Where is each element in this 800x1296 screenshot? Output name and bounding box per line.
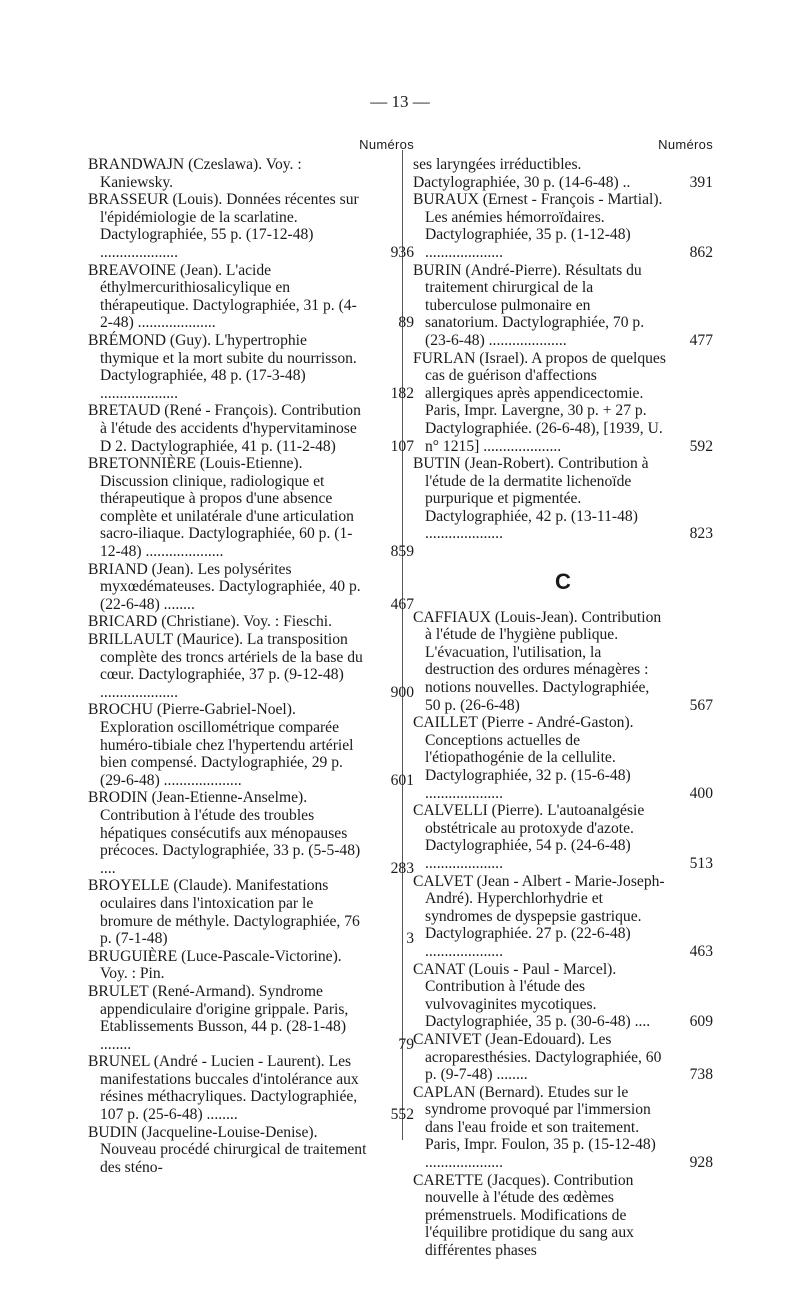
entry-text: BRIAND (Jean). Les polysérites myxœdémateuses. Dactylographiée, 40 p. (22-6-48) ........ xyxy=(88,560,361,613)
entry-number: 400 xyxy=(689,784,713,802)
index-entry xyxy=(88,1124,414,1177)
entry-number: 467 xyxy=(390,595,414,613)
left-column xyxy=(88,134,414,1176)
continued-entry-ref: 391 xyxy=(689,173,713,191)
entry-number: 79 xyxy=(398,1035,414,1053)
entry-number: 823 xyxy=(689,525,713,543)
right-column xyxy=(413,134,713,1260)
index-entry xyxy=(413,609,713,715)
left-entries-list xyxy=(88,156,414,1176)
entry-text: BROCHU (Pierre-Gabriel-Noel). Exploration oscillométrique comparée huméro-tibiale chez l'hypertendu artériel bien compensé. Dactylographiée, 29 p. (29-6-48) .................... xyxy=(88,701,354,789)
index-entry xyxy=(413,1031,713,1084)
entry-number: 936 xyxy=(390,243,414,261)
index-entry xyxy=(88,631,414,701)
entry-number: 900 xyxy=(390,683,414,701)
entry-text: FURLAN (Israel). A propos de quelques cas de guérison d'affections allergiques après appendicectomie. Paris, Impr. Lavergne, 30 p. + 27 p. Dactylographiée. (26-6-48), [1939, U. n° 1215] .................... xyxy=(413,349,666,455)
entry-text: BURAUX (Ernest - François - Martial). Les anémies hémorroïdaires. Dactylographiée, 35 p. (1-12-48) .................... xyxy=(413,191,663,261)
c-entries-list xyxy=(413,609,713,1260)
entry-number: 513 xyxy=(689,854,713,872)
entry-text: BUDIN (Jacqueline-Louise-Denise). Nouveau procédé chirurgical de traitement des sténo- xyxy=(88,1123,367,1176)
section-letter: C xyxy=(555,569,571,595)
entry-text: BRODIN (Jean-Etienne-Anselme). Contribution à l'étude des troubles hépatiques consécutifs aux ménopauses précoces. Dactylographiée, 33 p. (5-5-48) .... xyxy=(88,789,361,877)
entry-text: BREAVOINE (Jean). L'acide éthylmercurithiosalicylique en thérapeutique. Dactylographiée, 31 p. (4-2-48) .................... xyxy=(88,261,357,332)
index-entry xyxy=(413,961,713,1031)
index-entry xyxy=(88,561,414,614)
entry-text: BRUNEL (André - Lucien - Laurent). Les manifestations buccales d'intolérance aux résines méthacryliques. Dactylographiée, 107 p. (25-6-48) ........ xyxy=(88,1053,359,1124)
index-entry xyxy=(88,332,414,402)
entry-text: CANAT (Louis - Paul - Marcel). Contribution à l'étude des vulvovaginites mycotiques. Dactylographiée, 35 p. (30-6-48) .... xyxy=(413,960,651,1031)
entry-text: BRÉMOND (Guy). L'hypertrophie thymique et la mort subite du nourrisson. Dactylographiée, 48 p. (17-3-48) .................... xyxy=(88,331,357,402)
entry-text: CAFFIAUX (Louis-Jean). Contribution à l'étude de l'hygiène publique. L'évacuation, l'utilisation, la destruction des ordures ménagères : notions nouvelles. Dactylographiée, 50 p. (26-6-48) xyxy=(413,608,662,714)
index-entry xyxy=(413,1084,713,1172)
entry-text: BRETONNIÈRE (Louis-Etienne). Discussion clinique, radiologique et thérapeutique à propos d'une absence complète et unilatérale d'une articulation sacro-iliaque. Dactylographiée, 60 p. (1-12-48) .................... xyxy=(88,455,354,561)
entry-text: CARETTE (Jacques). Contribution nouvelle à l'étude des œdèmes prémenstruels. Modifications de l'équilibre protidique du sang aux différentes phases xyxy=(413,1171,634,1260)
entry-number: 182 xyxy=(390,384,414,402)
entry-text: BURIN (André-Pierre). Résultats du traitement chirurgical de la tuberculose pulmonaire en sanatorium. Dactylographiée, 70 p. (23-6-48) .................... xyxy=(413,261,645,349)
continued-entry xyxy=(413,156,713,191)
index-entry xyxy=(413,873,713,961)
index-entry xyxy=(88,262,414,332)
entry-number: 89 xyxy=(398,314,414,332)
entry-text: BRICARD (Christiane). Voy. : Fieschi. xyxy=(88,613,333,631)
right-entries-list xyxy=(413,191,713,543)
entry-number: 3 xyxy=(406,930,414,948)
index-entry xyxy=(88,402,414,455)
entry-number: 552 xyxy=(390,1106,414,1124)
entry-text: CALVELLI (Pierre). L'autoanalgésie obstétricale au protoxyde d'azote. Dactylographiée, 54 p. (24-6-48) .................... xyxy=(413,802,645,872)
entry-number: 928 xyxy=(689,1154,713,1172)
index-entry xyxy=(413,350,713,456)
entry-number: 283 xyxy=(390,859,414,877)
left-column-header: Numéros xyxy=(359,137,414,152)
index-entry xyxy=(88,789,414,877)
index-entry xyxy=(88,156,414,191)
index-entry xyxy=(88,613,414,631)
entry-number: 477 xyxy=(689,331,713,349)
index-entry xyxy=(413,714,713,802)
entry-text: CANIVET (Jean-Edouard). Les acroparesthésies. Dactylographiée, 60 p. (9-7-48) ........ xyxy=(413,1030,662,1084)
entry-text: CAILLET (Pierre - André-Gaston). Conceptions actuelles de l'étiopathogénie de la cellulite. Dactylographiée, 32 p. (15-6-48) .................... xyxy=(413,714,634,802)
index-entry xyxy=(88,701,414,789)
entry-number: 738 xyxy=(689,1066,713,1084)
page-number: — 13 — xyxy=(370,92,430,111)
entry-text: BUTIN (Jean-Robert). Contribution à l'étude de la dermatite lichenoïde purpurique et pigmentée. Dactylographiée, 42 p. (13-11-48) .................... xyxy=(413,455,649,543)
entry-text: BROYELLE (Claude). Manifestations oculaires dans l'intoxication par le bromure de méthyle. Dactylographiée, 76 p. (7-1-48) xyxy=(88,877,360,948)
entry-number: 859 xyxy=(390,543,414,561)
entry-number: 601 xyxy=(390,771,414,789)
entry-number: 862 xyxy=(689,243,713,261)
index-entry xyxy=(88,983,414,1053)
entry-number: 107 xyxy=(390,437,414,455)
entry-number: 592 xyxy=(689,437,713,455)
index-entry xyxy=(88,948,414,983)
index-entry xyxy=(413,1172,713,1260)
right-column-header: Numéros xyxy=(658,137,713,152)
entry-text: BRILLAULT (Maurice). La transposition complète des troncs artériels de la base du cœur. Dactylographiée, 37 p. (9-12-48) .................... xyxy=(88,631,363,701)
index-entry xyxy=(413,262,713,350)
index-entry xyxy=(88,1053,414,1123)
index-entry xyxy=(413,191,713,261)
entry-text: BRETAUD (René - François). Contribution à l'étude des accidents d'hypervitaminose D 2. Dactylographiée, 41 p. (11-2-48) xyxy=(88,402,361,455)
entry-number: 567 xyxy=(689,696,713,714)
index-entry xyxy=(413,802,713,872)
continued-entry-text: ses laryngées irréductibles. Dactylographiée, 30 p. (14-6-48) .. xyxy=(413,156,631,191)
entry-number: 609 xyxy=(689,1013,713,1031)
index-entry xyxy=(88,877,414,947)
index-entry xyxy=(413,455,713,543)
entry-text: BRANDWAJN (Czeslawa). Voy. : Kaniewsky. xyxy=(88,156,302,191)
entry-text: CAPLAN (Bernard). Etudes sur le syndrome provoqué par l'immersion dans l'eau froide et son traitement. Paris, Impr. Foulon, 35 p. (15-12-48) .................... xyxy=(413,1083,656,1172)
entry-text: BRULET (René-Armand). Syndrome appendiculaire d'origine grippale. Paris, Etablissements Busson, 44 p. (28-1-48) ........ xyxy=(88,982,349,1053)
entry-text: BRASSEUR (Louis). Données récentes sur l'épidémiologie de la scarlatine. Dactylographiée, 55 p. (17-12-48) .................... xyxy=(88,191,359,261)
entry-number: 463 xyxy=(689,942,713,960)
entry-text: BRUGUIÈRE (Luce-Pascale-Victorine). Voy. : Pin. xyxy=(88,947,342,983)
index-entry xyxy=(88,455,414,561)
entry-text: CALVET (Jean - Albert - Marie-Joseph-André). Hyperchlorhydrie et syndromes de dyspepsie gastrique. Dactylographiée. 27 p. (22-6-48) .................... xyxy=(413,872,665,960)
index-entry xyxy=(88,191,414,261)
